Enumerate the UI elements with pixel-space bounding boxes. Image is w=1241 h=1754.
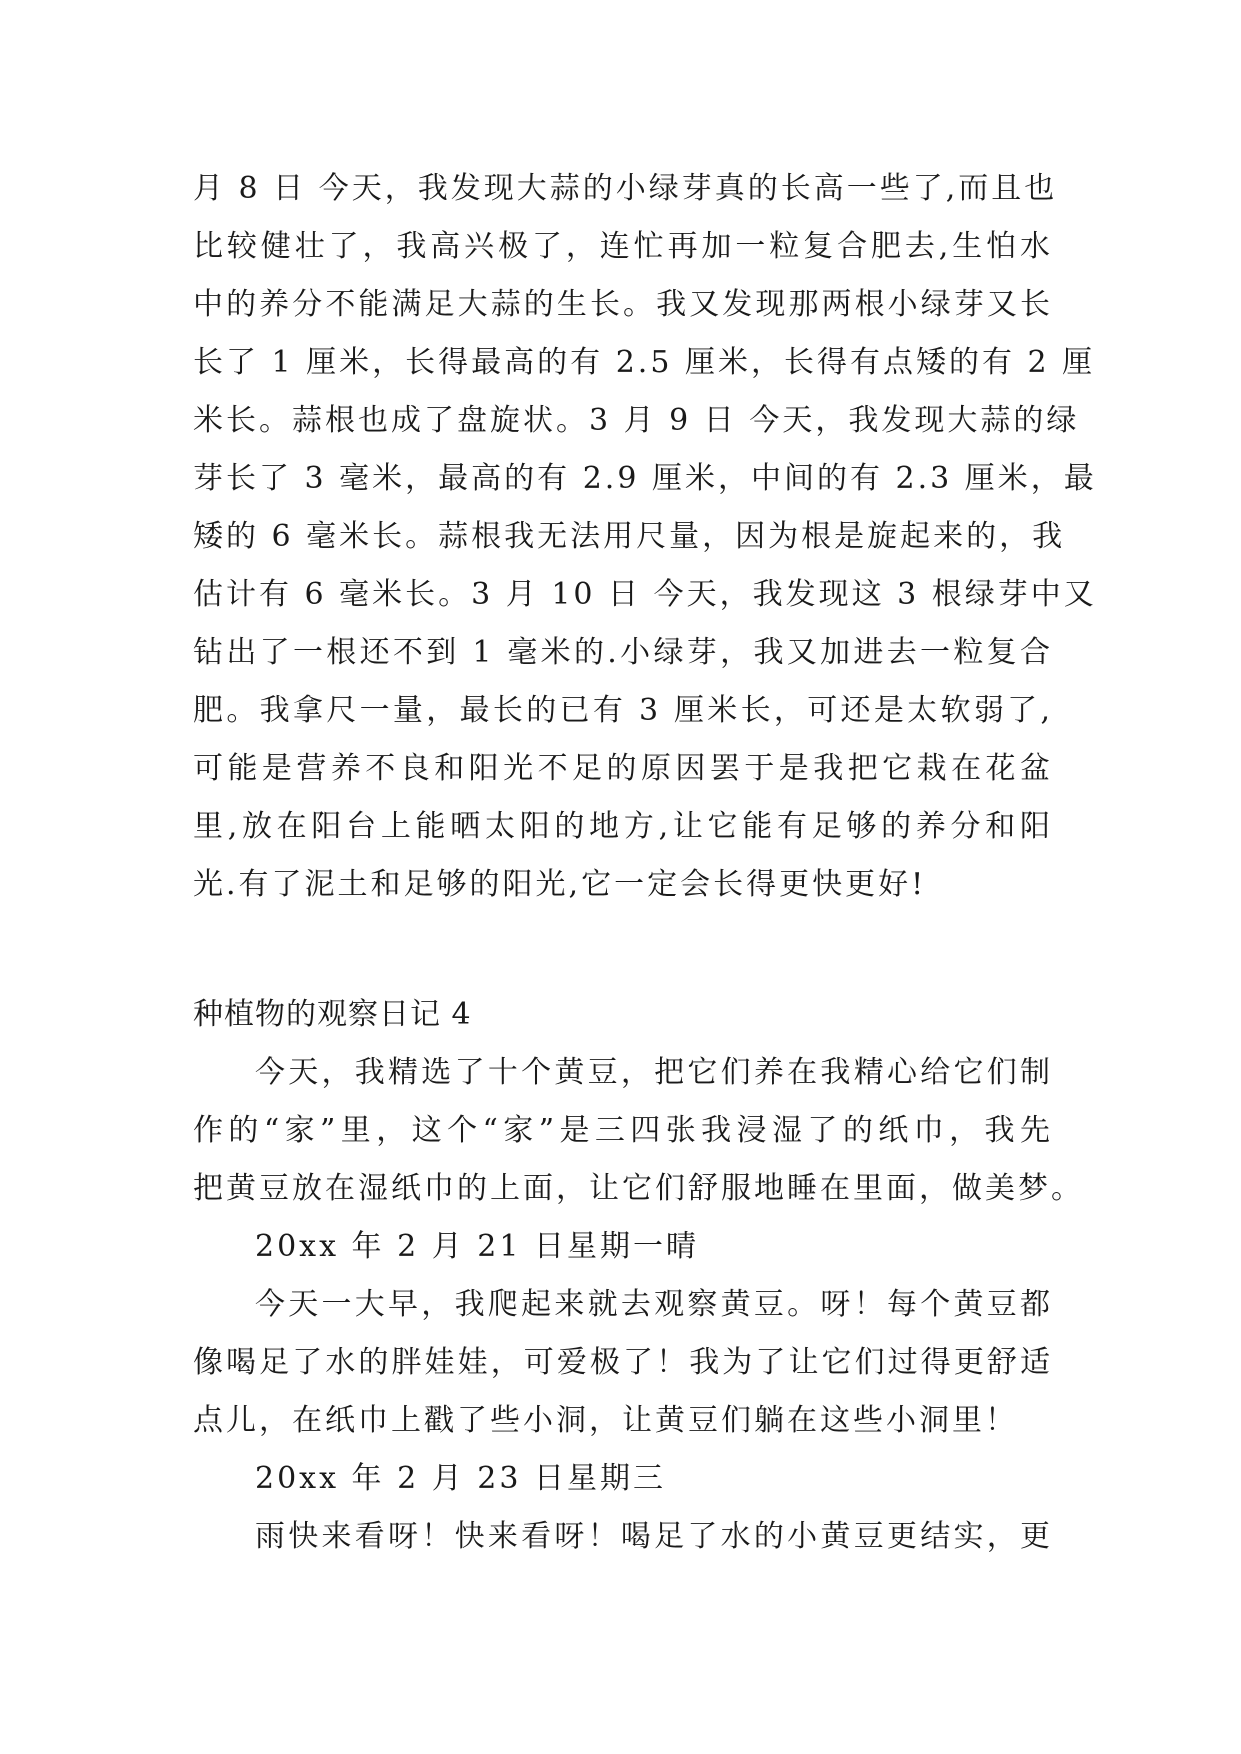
section-gap	[193, 914, 1053, 986]
diary-date: 20xx 年 2 月 21 日星期一晴	[255, 1229, 699, 1264]
text-line: 今天，我精选了十个黄豆，把它们养在我精心给它们制	[255, 1055, 1053, 1090]
text-line: 钻出了一根还不到 1 毫米的.小绿芽，我又加进去一粒复合	[193, 635, 1053, 670]
text-line: 作的“家”里，这个“家”是三四张我浸湿了的纸巾，我先	[193, 1113, 1053, 1148]
section-title: 种植物的观察日记 4	[193, 997, 472, 1032]
text-line: 月 8 日 今天，我发现大蒜的小绿芽真的长高一些了,而且也	[193, 171, 1058, 206]
text-line: 估计有 6 毫米长。3 月 10 日 今天，我发现这 3 根绿芽中又	[193, 577, 1097, 612]
text-line: 光.有了泥土和足够的阳光,它一定会长得更快更好!	[193, 867, 927, 902]
text-line: 点儿，在纸巾上戳了些小洞，让黄豆们躺在这些小洞里！	[193, 1403, 1018, 1438]
text-line: 肥。我拿尺一量，最长的已有 3 厘米长，可还是太软弱了,	[193, 693, 1053, 728]
text-line: 芽长了 3 毫米，最高的有 2.9 厘米，中间的有 2.3 厘米，最	[193, 461, 1097, 496]
diary-date: 20xx 年 2 月 23 日星期三	[255, 1461, 666, 1496]
text-line: 像喝足了水的胖娃娃，可爱极了！我为了让它们过得更舒适	[193, 1345, 1053, 1380]
text-line: 里,放在阳台上能晒太阳的地方,让它能有足够的养分和阳	[193, 809, 1053, 844]
text-line: 长了 1 厘米，长得最高的有 2.5 厘米，长得有点矮的有 2 厘	[193, 345, 1096, 380]
text-line: 可能是营养不良和阳光不足的原因罢于是我把它栽在花盆	[193, 751, 1053, 786]
text-line: 中的养分不能满足大蒜的生长。我又发现那两根小绿芽又长	[193, 287, 1053, 322]
document-body	[193, 160, 1097, 1566]
text-line: 把黄豆放在湿纸巾的上面，让它们舒服地睡在里面，做美梦。	[193, 1171, 1084, 1206]
text-line: 比较健壮了，我高兴极了，连忙再加一粒复合肥去,生怕水	[193, 229, 1053, 264]
text-line: 今天一大早，我爬起来就去观察黄豆。呀！每个黄豆都	[255, 1287, 1053, 1322]
text-line: 矮的 6 毫米长。蒜根我无法用尺量，因为根是旋起来的，我	[193, 519, 1066, 554]
text-line: 米长。蒜根也成了盘旋状。3 月 9 日 今天，我发现大蒜的绿	[193, 403, 1080, 438]
text-line: 雨快来看呀！快来看呀！喝足了水的小黄豆更结实，更	[255, 1519, 1053, 1554]
